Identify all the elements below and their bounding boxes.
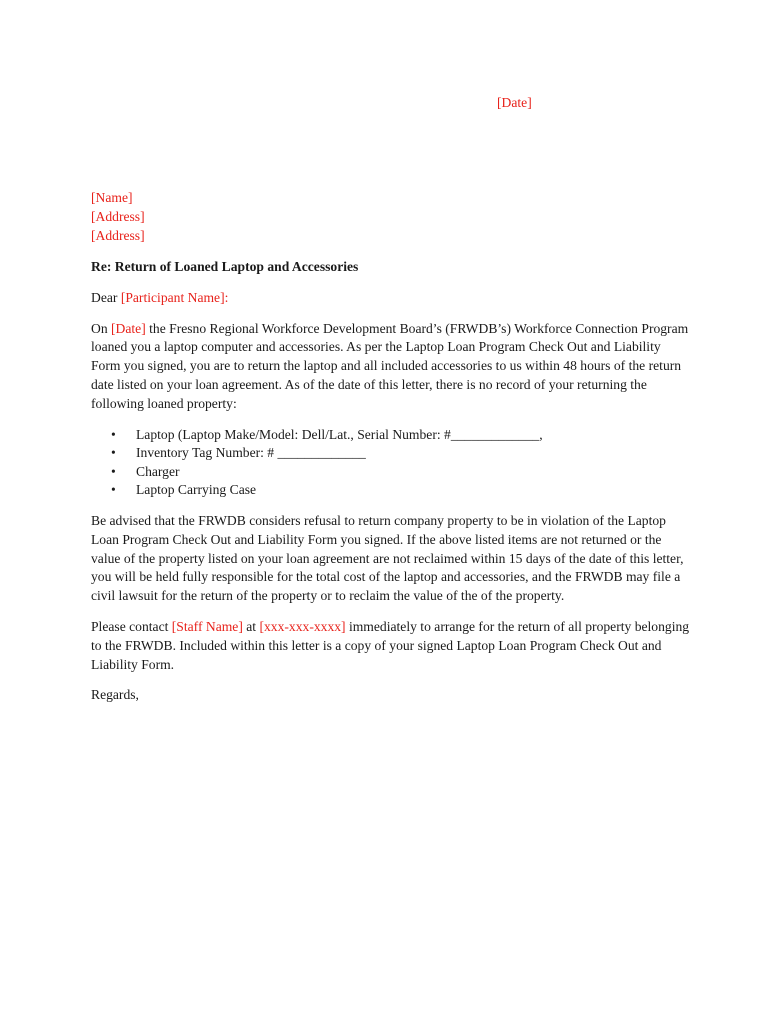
- closing: Regards,: [91, 687, 139, 703]
- phone-placeholder: [xxx-xxx-xxxx]: [259, 618, 346, 634]
- list-item: [91, 444, 691, 463]
- list-item-text: Charger: [136, 463, 180, 479]
- salutation: [91, 289, 691, 308]
- letter-body: [91, 258, 691, 705]
- list-item: [91, 463, 691, 482]
- list-item-text: Laptop Carrying Case: [136, 482, 257, 498]
- list-item-text: Inventory Tag Number: # _____________: [136, 445, 366, 461]
- bullet-icon: •: [111, 463, 116, 479]
- paragraph-3-mid: at: [242, 618, 260, 634]
- recipient-name: [Name]: [91, 190, 133, 205]
- staff-name-placeholder: [Staff Name]: [171, 618, 243, 634]
- bullet-icon: •: [111, 445, 116, 461]
- paragraph-loan-notice: [91, 320, 691, 414]
- paragraph-1-prefix: On: [91, 320, 112, 336]
- salutation-prefix: Dear: [91, 289, 121, 305]
- date-placeholder: [Date]: [497, 95, 532, 110]
- recipient-address-block: [91, 188, 145, 245]
- list-item: [91, 426, 691, 445]
- participant-name-placeholder: [Participant Name]:: [120, 289, 229, 305]
- recipient-address-line-1: [Address]: [91, 209, 145, 224]
- list-item-text: Laptop (Laptop Make/Model: Dell/Lat., Serial Number: #_____________,: [136, 426, 543, 442]
- loaned-items-list: [91, 426, 691, 500]
- subject-line: Re: Return of Loaned Laptop and Accessories: [91, 259, 359, 274]
- paragraph-1-text: the Fresno Regional Workforce Development Board’s (FRWDB’s) Workforce Connection Program loaned you a laptop computer and accessories. As per the Laptop Loan Program Check Out and Liability Form you signed, you are to return the laptop and all included accessories to us within 48 hours of the return date listed on your loan agreement. As of the date of this letter, there is no record of your returning the following loaned property:: [91, 320, 689, 411]
- recipient-address-line-2: [Address]: [91, 228, 145, 243]
- paragraph-3-prefix: Please contact: [91, 618, 172, 634]
- bullet-icon: •: [111, 426, 116, 442]
- paragraph-3-text: immediately to arrange for the return of all property belonging to the FRWDB. Included within this letter is a copy of your signed Laptop Loan Program Check Out and Liability Form.: [91, 618, 690, 672]
- paragraph-liability-warning: Be advised that the FRWDB considers refusal to return company property to be in violation of the Laptop Loan Program Check Out and Liability Form you signed. If the above listed items are not returned or the value of the property listed on your loan agreement are not reclaimed within 15 days of the date of this letter, you will be held fully responsible for the total cost of the laptop and accessories, and the FRWDB may file a civil lawsuit for the return of the property or to reclaim the value of the of the property.: [91, 512, 684, 604]
- bullet-icon: •: [111, 482, 116, 498]
- loan-date-placeholder: [Date]: [111, 320, 146, 336]
- paragraph-contact-instructions: [91, 618, 691, 674]
- list-item: [91, 481, 691, 500]
